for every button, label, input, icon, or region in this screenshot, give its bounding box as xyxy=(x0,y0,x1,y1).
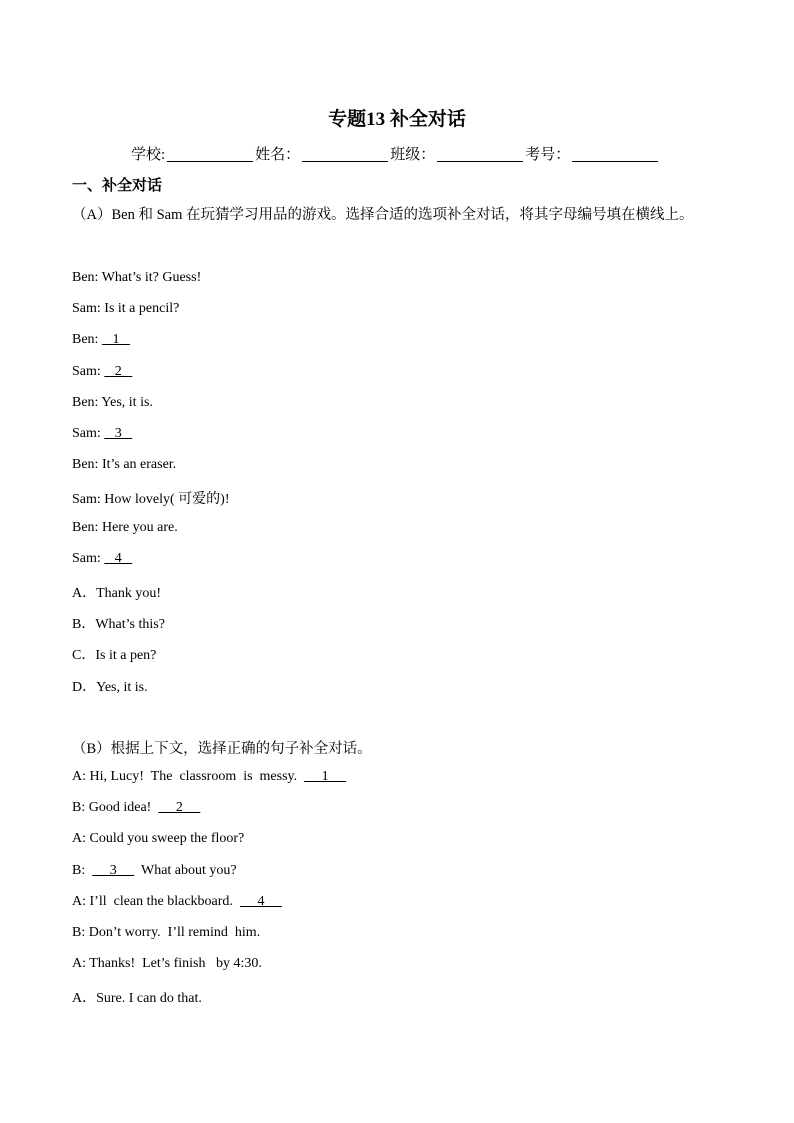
speaker-label: Ben: xyxy=(72,332,102,348)
section-heading: 一、补全对话 xyxy=(72,178,163,194)
dialogue-text: B: xyxy=(72,862,93,878)
answer-blank[interactable]: 3 xyxy=(104,426,133,441)
dialogue-line xyxy=(72,488,229,508)
dialogue-text: How lovely( 可爱的)! xyxy=(104,492,230,508)
answer-blank[interactable]: 1 xyxy=(304,769,347,784)
dialogue-line xyxy=(72,301,179,317)
dialogue-line xyxy=(72,520,178,536)
speaker-label: Sam: xyxy=(72,492,105,508)
option-item: B．What’s this? xyxy=(72,617,165,633)
dialogue-line xyxy=(72,863,237,879)
dialogue-line xyxy=(72,457,176,473)
dialogue-text: Here you are. xyxy=(101,519,178,535)
part-b-intro: （B）根据上下文，选择正确的句子补全对话。 xyxy=(72,741,372,757)
option-item: C．Is it a pen? xyxy=(72,648,157,664)
answer-blank[interactable]: 4 xyxy=(239,893,282,909)
dialogue-line xyxy=(72,831,244,847)
name-label: 姓名： xyxy=(255,147,301,163)
dialogue-line xyxy=(72,426,132,442)
dialogue-line xyxy=(72,894,282,910)
class-blank[interactable] xyxy=(437,146,523,162)
part-a-intro: （A）Ben 和 Sam 在玩猜学习用品的游戏。选择合适的选项补全对话，将其字母编号填在横线上。 xyxy=(72,207,694,223)
speaker-label: Sam: xyxy=(72,550,105,566)
dialogue-line xyxy=(72,769,346,785)
dialogue-text: A: Hi, Lucy! The classroom is messy. xyxy=(72,769,305,784)
number-blank[interactable] xyxy=(572,146,658,162)
dialogue-text: A: Could you sweep the floor? xyxy=(72,831,245,847)
option-item: D．Yes, it is. xyxy=(72,679,148,695)
dialogue-text: Yes, it is. xyxy=(101,394,153,410)
answer-blank[interactable]: 4 xyxy=(104,550,133,566)
dialogue-line xyxy=(72,800,200,816)
dialogue-text: It’s an eraser. xyxy=(101,457,177,473)
dialogue-text: What’s it? Guess! xyxy=(101,270,202,285)
answer-blank[interactable]: 2 xyxy=(104,363,133,379)
dialogue-text: B: Don’t worry. I’ll remind him. xyxy=(72,925,261,940)
dialogue-text: B: Good idea! xyxy=(72,800,159,816)
speaker-label: Sam: xyxy=(72,426,105,441)
student-info-row xyxy=(131,143,660,164)
dialogue-line xyxy=(72,925,260,941)
speaker-label: Ben: xyxy=(72,457,102,473)
dialogue-line xyxy=(72,395,153,411)
option-item: A．Thank you! xyxy=(72,586,162,601)
speaker-label: Ben: xyxy=(72,394,102,410)
dialogue-text: A: Thanks! Let’s finish by 4:30. xyxy=(72,956,262,972)
school-label: 学校: xyxy=(131,147,166,163)
answer-blank[interactable]: 2 xyxy=(158,800,201,816)
dialogue-line xyxy=(72,987,202,1007)
dialogue-line xyxy=(72,956,262,972)
speaker-label: Sam: xyxy=(72,363,105,379)
number-label: 考号： xyxy=(525,147,571,163)
dialogue-line xyxy=(72,270,201,286)
dialogue-text: A．Sure. I can do that. xyxy=(72,991,202,1007)
name-blank[interactable] xyxy=(302,146,388,162)
school-blank[interactable] xyxy=(167,146,253,162)
speaker-label: Ben: xyxy=(72,519,102,535)
dialogue-text: What about you? xyxy=(134,862,237,878)
dialogue-line xyxy=(72,551,132,567)
dialogue-line xyxy=(72,332,130,348)
dialogue-line xyxy=(72,364,132,380)
answer-blank[interactable]: 1 xyxy=(101,332,130,348)
class-label: 班级： xyxy=(390,147,436,163)
dialogue-text: A: I’ll clean the blackboard. xyxy=(72,893,240,909)
page-title: 专题13 补全对话 xyxy=(328,109,466,130)
dialogue-text: Is it a pencil? xyxy=(104,301,180,317)
speaker-label: Sam: xyxy=(72,301,105,317)
speaker-label: Ben: xyxy=(72,270,102,285)
answer-blank[interactable]: 3 xyxy=(92,862,135,878)
